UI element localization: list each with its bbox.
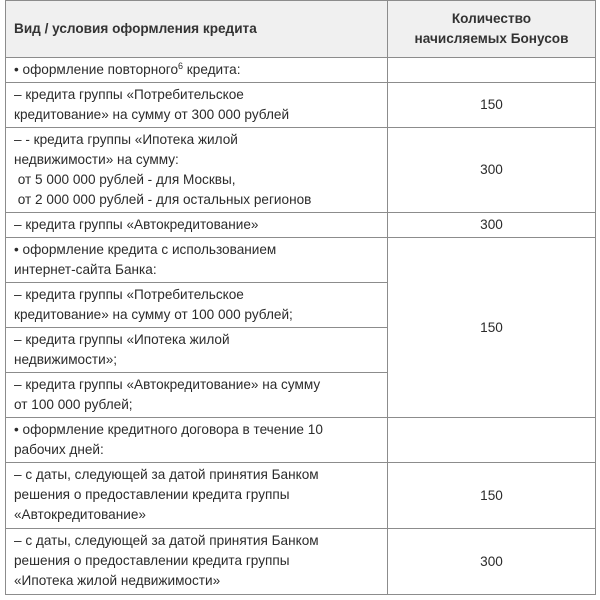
bonus-value-merged: 150 <box>388 238 596 418</box>
row-mortgage-online: – кредита группы «Ипотека жилой недвижимости»; <box>6 328 388 373</box>
table-row <box>6 58 596 83</box>
bonus-value: 300 <box>388 213 596 238</box>
row-10-days-label: • оформление кредитного договора в течение 10 рабочих дней: <box>6 418 388 463</box>
bonus-value: 300 <box>388 128 596 213</box>
header-loan-type: Вид / условия оформления кредита <box>6 1 388 58</box>
footnote-mark: 6 <box>178 61 184 71</box>
header-bonus-line1: Количество <box>451 11 532 26</box>
row-internet-site-label: • оформление кредита с использованием интернет-сайта Банка: <box>6 238 388 283</box>
empty-cell <box>388 58 596 83</box>
row-auto-100k: – кредита группы «Автокредитование» на сумму от 100 000 рублей; <box>6 373 388 418</box>
row-consumer-100k: – кредита группы «Потребительское кредитование» на сумму от 100 000 рублей; <box>6 283 388 328</box>
table-row <box>6 128 596 213</box>
table-row <box>6 463 596 529</box>
table-row <box>6 529 596 595</box>
bonus-value: 300 <box>388 529 596 595</box>
row-consumer-300k: – кредита группы «Потребительское кредитование» на сумму от 300 000 рублей <box>6 83 388 128</box>
header-bonus-line2: начисляемых Бонусов <box>414 31 569 46</box>
table-row <box>6 238 596 283</box>
bonus-value: 150 <box>388 463 596 529</box>
row-10-days-auto: – с даты, следующей за датой принятия Банком решения о предоставлении кредита группы «Автокредитование» <box>6 463 388 529</box>
header-row <box>6 1 596 58</box>
header-bonus-count <box>388 1 596 58</box>
row-10-days-mortgage: – с даты, следующей за датой принятия Банком решения о предоставлении кредита группы «Ипотека жилой недвижимости» <box>6 529 388 595</box>
table-row <box>6 418 596 463</box>
bonus-value: 150 <box>388 83 596 128</box>
bonus-table <box>5 0 596 595</box>
row-mortgage-amount: – - кредита группы «Ипотека жилой недвижимости» на сумму: от 5 000 000 рублей - для Москвы, от 2 000 000 рублей - для остальных регионов <box>6 128 388 213</box>
empty-cell <box>388 418 596 463</box>
table-row <box>6 213 596 238</box>
row-repeat-loan-label: • оформление повторного$^6$ кредита: <box>6 58 388 83</box>
table-row <box>6 83 596 128</box>
row-auto-loan: – кредита группы «Автокредитование» <box>6 213 388 238</box>
